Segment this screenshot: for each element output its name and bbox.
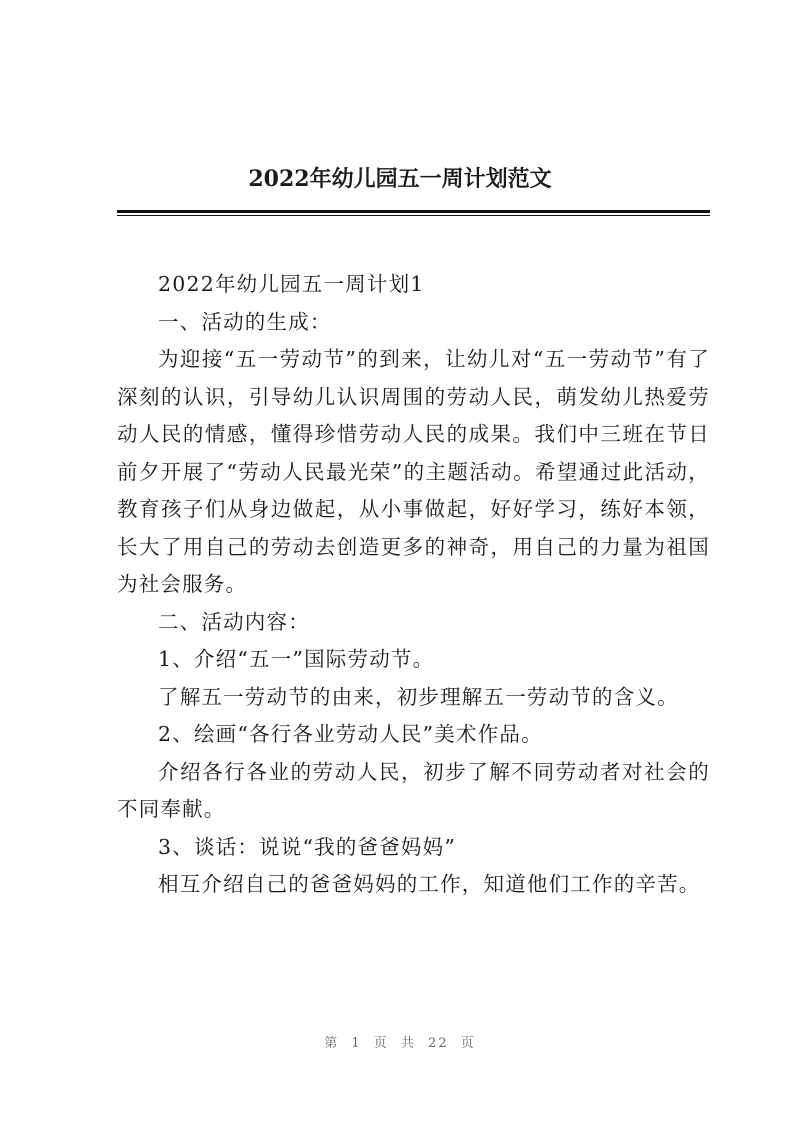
item-1-heading: 1、介绍“五一”国际劳动节。: [158, 647, 435, 671]
heading-activity-origin: 一、活动的生成：: [158, 309, 332, 334]
item-2-text: 介绍各行各业的劳动人民，初步了解不同劳动者对社会的不同奉献。: [117, 759, 710, 821]
page-title: 2022年幼儿园五一周计划范文: [248, 166, 552, 192]
title-divider-thin: [117, 215, 710, 216]
item-3-heading: 3、谈话：说说“我的爸爸妈妈”: [158, 834, 457, 859]
page-footer: 第 1 页 共 22 页: [324, 1036, 476, 1051]
item-1-text: 了解五一劳动节的由来，初步理解五一劳动节的含义。: [158, 684, 679, 709]
paragraph-activity-origin: 为迎接“五一劳动节”的到来，让幼儿对“五一劳动节”有了深刻的认识，引导幼儿认识周围的劳动人民，萌发幼儿热爱劳动人民的情感，懂得珍惜劳动人民的成果。我们中三班在节日前夕开展了“劳动人民最光荣”的主题活动。希望通过此活动，教育孩子们从身边做起，从小事做起，好好学习，练好本领，长大了用自己的劳动去创造更多的神奇，用自己的力量为祖国为社会服务。: [117, 347, 710, 596]
title-divider-thick: [117, 210, 710, 213]
document-body: [117, 266, 710, 904]
item-3-text: 相互介绍自己的爸爸妈妈的工作，知道他们工作的辛苦。: [158, 872, 701, 896]
section-heading-plan-1: 2022年幼儿园五一周计划1: [158, 272, 425, 296]
item-2-heading: 2、绘画“各行各业劳动人民”美术作品。: [158, 722, 543, 746]
heading-activity-content: 二、活动内容：: [158, 609, 310, 634]
